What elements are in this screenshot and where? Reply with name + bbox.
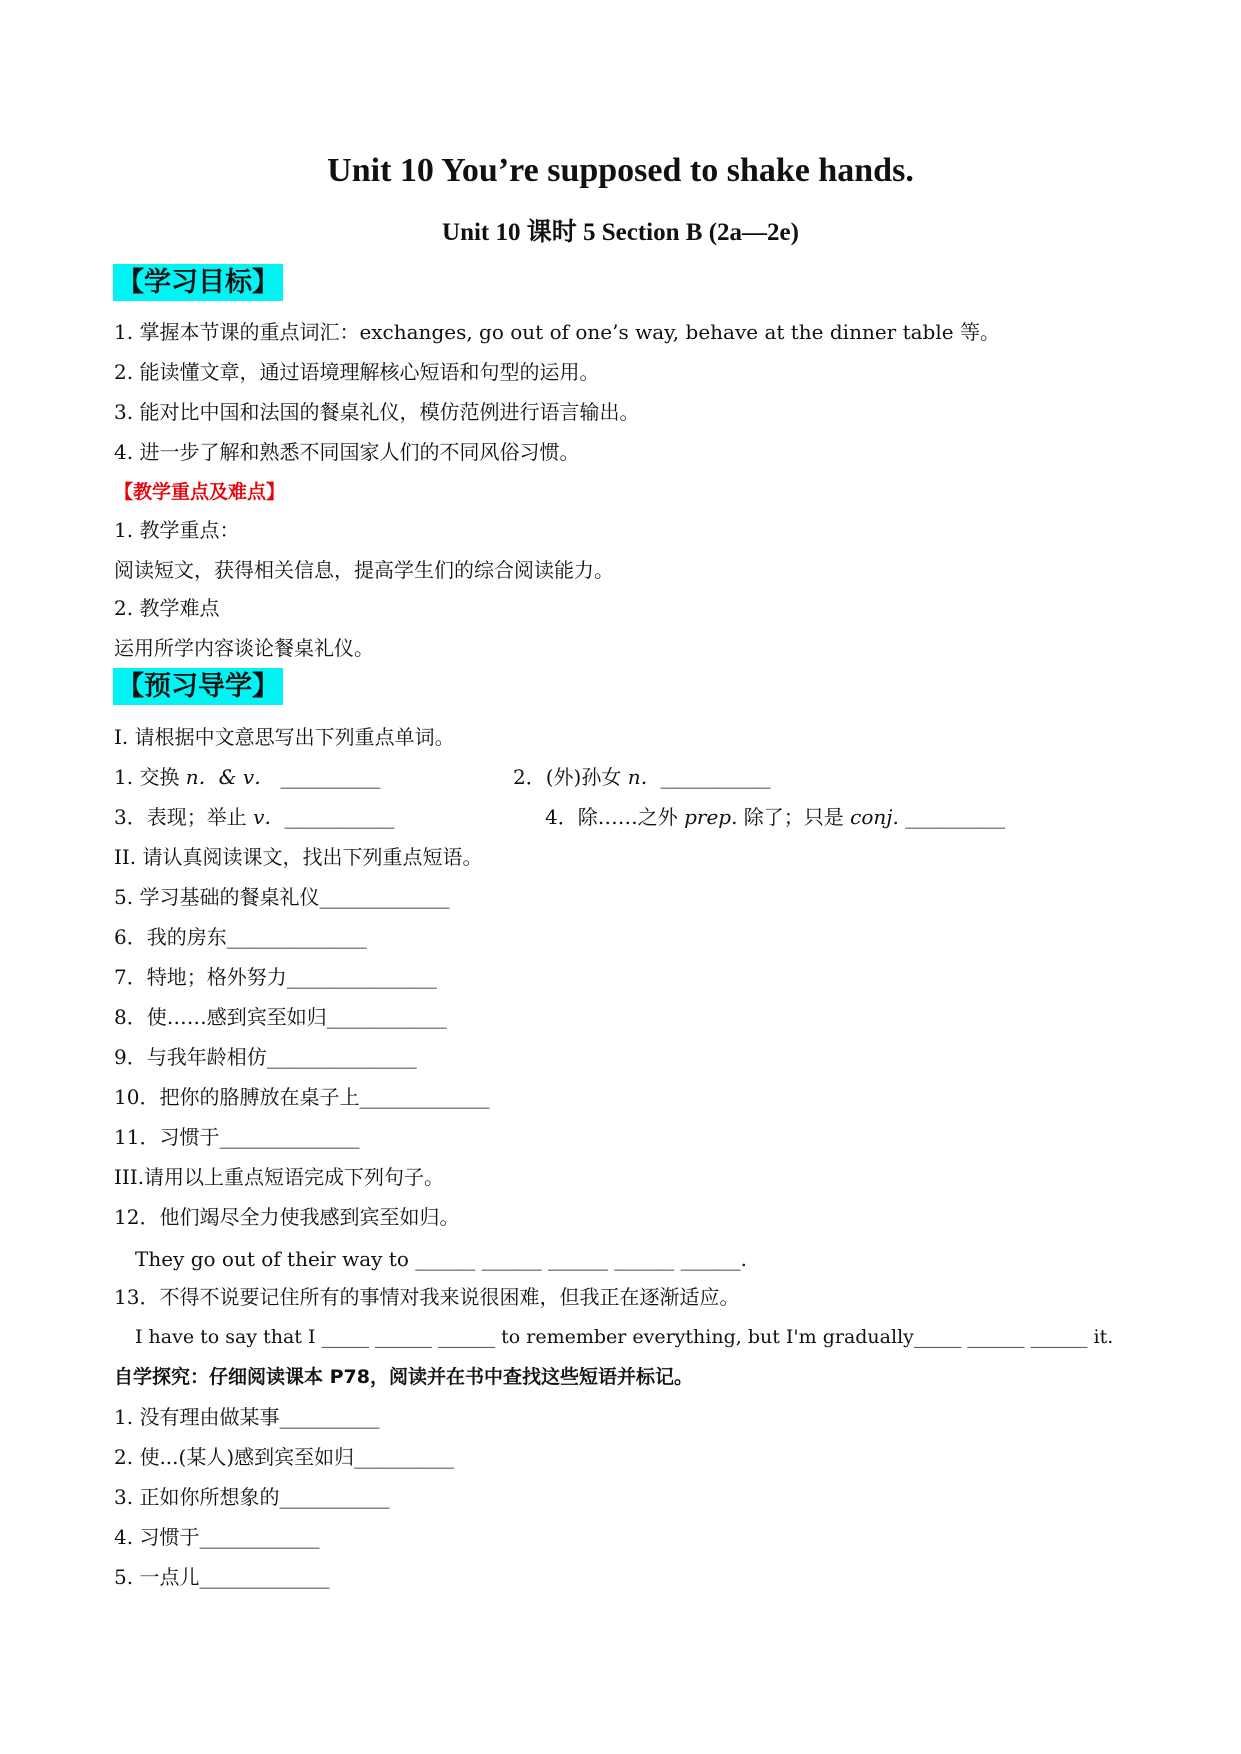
self-study-heading: 自学探究：仔细阅读课本 P78，阅读并在书中查找这些短语并标记。 — [114, 1366, 693, 1388]
objective-item: 1. 掌握本节课的重点词汇：exchanges, go out of one’s way, behave at the dinner table 等。 — [114, 320, 1000, 344]
key-points-line: 运用所学内容谈论餐桌礼仪。 — [114, 636, 374, 660]
page-subtitle: Unit 10 课时 5 Section B (2a—2e) — [442, 219, 799, 246]
phrase-item: 9．与我年龄相仿_______________ — [114, 1045, 417, 1069]
word-text: 2．(外)孙女 — [513, 765, 628, 789]
page-title: Unit 10 You’re supposed to shake hands. — [327, 152, 914, 189]
word-text: 1. 交换 — [114, 765, 186, 789]
word-item-1 — [114, 762, 381, 792]
key-points-heading: 【教学重点及难点】 — [114, 481, 286, 503]
word-blank: ___________ — [660, 765, 771, 789]
word-pos: n．& v． — [185, 765, 275, 789]
self-study-item: 2. 使...(某人)感到宾至如归__________ — [114, 1445, 455, 1469]
preview-heading-text: 【预习导学】 — [117, 671, 279, 702]
phrase-item: 7．特地；格外努力_______________ — [114, 965, 437, 989]
objectives-heading — [113, 264, 283, 301]
word-blank: __________ — [898, 805, 1006, 829]
sentence-item: 12．他们竭尽全力使我感到宾至如归。 — [114, 1205, 460, 1229]
word-item-3 — [114, 802, 394, 832]
word-pos: conj. — [850, 805, 899, 829]
phrase-item: 6．我的房东______________ — [114, 925, 367, 949]
word-text: 4．除……之外 — [545, 805, 685, 829]
objectives-heading-text: 【学习目标】 — [117, 267, 279, 298]
self-study-item: 4. 习惯于____________ — [114, 1525, 320, 1549]
word-item-2 — [513, 762, 771, 792]
word-pos: prep. — [684, 805, 738, 829]
word-blank: __________ — [274, 765, 381, 789]
word-blank: ___________ — [284, 805, 395, 829]
sentence-english: They go out of their way to ______ ______ ______ ______ ______. — [135, 1247, 748, 1271]
preview-heading — [113, 668, 283, 705]
word-text: 3．表现；举止 — [114, 805, 254, 829]
phrase-item: 10．把你的胳膊放在桌子上_____________ — [114, 1085, 490, 1109]
key-points-line: 1. 教学重点： — [114, 518, 240, 542]
self-study-item: 1. 没有理由做某事__________ — [114, 1405, 380, 1429]
self-study-item: 3. 正如你所想象的___________ — [114, 1485, 390, 1509]
word-item-4 — [545, 802, 1005, 832]
key-points-line: 阅读短文，获得相关信息，提高学生们的综合阅读能力。 — [114, 558, 614, 582]
phrase-item: 5. 学习基础的餐桌礼仪_____________ — [114, 885, 450, 909]
phrase-item: 8．使……感到宾至如归____________ — [114, 1005, 447, 1029]
key-points-line: 2. 教学难点 — [114, 596, 220, 620]
objective-item: 3. 能对比中国和法国的餐桌礼仪，模仿范例进行语言输出。 — [114, 400, 640, 424]
objective-item: 4. 进一步了解和熟悉不同国家人们的不同风俗习惯。 — [114, 440, 580, 464]
phrase-item: 11．习惯于______________ — [114, 1125, 360, 1149]
part1-title: I. 请根据中文意思写出下列重点单词。 — [114, 725, 455, 749]
sentence-english: I have to say that I _____ ______ ______ to remember everything, but I'm gradually_____ ______ ______ it. — [135, 1326, 1114, 1348]
part3-title: III.请用以上重点短语完成下列句子。 — [114, 1165, 445, 1189]
objective-item: 2. 能读懂文章，通过语境理解核心短语和句型的运用。 — [114, 360, 600, 384]
part2-title: II. 请认真阅读课文，找出下列重点短语。 — [114, 845, 483, 869]
word-pos: v． — [253, 805, 285, 829]
word-pos: n． — [627, 765, 661, 789]
sentence-item: 13．不得不说要记住所有的事情对我来说很困难，但我正在逐渐适应。 — [114, 1285, 740, 1309]
self-study-item: 5. 一点儿_____________ — [114, 1565, 330, 1589]
word-text: 除了；只是 — [737, 805, 851, 829]
